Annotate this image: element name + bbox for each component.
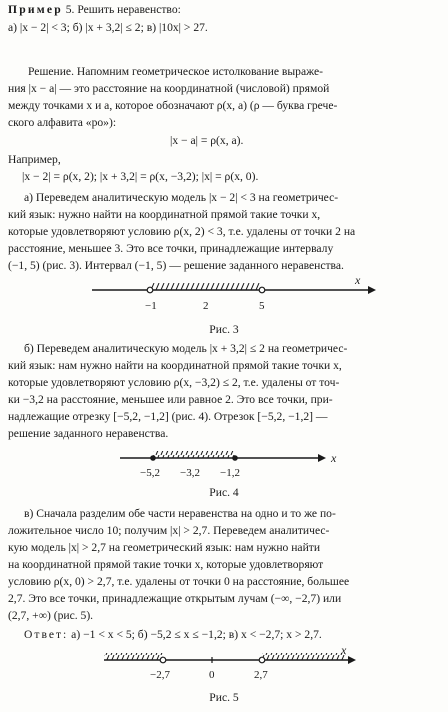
task-list: а) |x − 2| < 3; б) |x + 3,2| ≤ 2; в) |10x| > 27. bbox=[8, 21, 208, 34]
part-b-line-4: ки −3,2 на расстояние, меньшее или равное 2. Это все точки, при- bbox=[8, 393, 333, 406]
intro-line-3: между точками x и a, которое обозначают ρ(x, a) (ρ — буква грече- bbox=[8, 99, 338, 112]
axis-arrow bbox=[348, 656, 356, 664]
part-a-line-5: (−1, 5) (рис. 3). Интервал (−1, 5) — решение заданного неравенства. bbox=[8, 259, 344, 272]
part-b-line-1: б) Переведем аналитическую модель |x + 3,2| ≤ 2 на геометричес- bbox=[24, 342, 348, 355]
part-c-line-4: на координатной прямой такие точки x, которые удовлетворяют bbox=[8, 558, 324, 571]
answer-text: а) −1 < x < 5; б) −5,2 ≤ x ≤ −1,2; в) x < −2,7; x > 2,7. bbox=[68, 628, 322, 641]
part-c-line-1: в) Сначала разделим обе части неравенства на одно и то же по- bbox=[24, 507, 336, 520]
tick-label-2: −3,2 bbox=[180, 467, 200, 479]
open-point-right bbox=[259, 657, 265, 663]
figure-4-number-line bbox=[0, 448, 448, 482]
formula-main: |x − a| = ρ(x, a). bbox=[170, 134, 244, 147]
tick-label-3: 5 bbox=[259, 300, 265, 312]
axis-label: x bbox=[355, 276, 361, 287]
figure-4-caption: Рис. 4 bbox=[209, 486, 239, 499]
part-a-line-4: расстояние, меньшее 3. Это все точки, принадлежащие интервалу bbox=[8, 242, 334, 255]
closed-point-left bbox=[150, 455, 156, 461]
example-label: Например, bbox=[8, 153, 61, 166]
tick-label-3: −1,2 bbox=[220, 467, 240, 479]
left-ray-hatching bbox=[104, 653, 163, 660]
part-a-line-2: кий язык: нужно найти на координатной прямой такие точки x, bbox=[8, 208, 321, 221]
example-title: 5. Решить неравенство: bbox=[62, 3, 181, 16]
tick-label-1: −1 bbox=[145, 300, 157, 312]
answer-label: Ответ: bbox=[24, 628, 69, 641]
answer-line bbox=[24, 627, 322, 643]
example-word: Пример bbox=[8, 3, 63, 16]
figure-3-number-line bbox=[0, 276, 448, 318]
part-b-line-6: решение заданного неравенства. bbox=[8, 427, 169, 440]
example-heading bbox=[8, 2, 181, 18]
open-point-right bbox=[259, 287, 265, 293]
part-a-line-1: а) Переведем аналитическую модель |x − 2| < 3 на геометричес- bbox=[24, 191, 339, 204]
part-c-line-5: условию ρ(x, 0) > 2,7, т.е. удалены от точки 0 на расстояние, большее bbox=[8, 575, 350, 588]
open-point-left bbox=[147, 287, 153, 293]
axis-label: x bbox=[331, 451, 337, 465]
tick-label-2: 2 bbox=[203, 300, 209, 312]
part-c-line-7: (2,7, +∞) (рис. 5). bbox=[8, 609, 94, 622]
tick-label-3: 2,7 bbox=[254, 669, 268, 681]
example-formulas: |x − 2| = ρ(x, 2); |x + 3,2| = ρ(x, −3,2); |x| = ρ(x, 0). bbox=[22, 170, 259, 183]
open-point-left bbox=[160, 657, 166, 663]
part-b-line-2: кий язык: нам нужно найти на координатной прямой такие точки x, bbox=[8, 359, 342, 372]
intro-line-2: ния |x − a| — это расстояние на координатной (числовой) прямой bbox=[8, 82, 330, 95]
part-c-line-3: кую модель |x| > 2,7 на геометрический язык: нам нужно найти bbox=[8, 541, 321, 554]
solution-hatching bbox=[150, 283, 262, 290]
intro-line-1: Решение. Напомним геометрическое истолкование выраже- bbox=[28, 65, 323, 78]
figure-5-number-line bbox=[0, 648, 448, 688]
part-c-line-6: 2,7. Это все точки, принадлежащие открытым лучам (−∞, −2,7) или bbox=[8, 592, 342, 605]
axis-arrow bbox=[318, 454, 326, 462]
part-b-line-5: надлежащие отрезку [−5,2, −1,2] (рис. 4). Отрезок [−5,2, −1,2] — bbox=[8, 410, 328, 423]
tick-label-1: −5,2 bbox=[140, 467, 160, 479]
solution-hatching bbox=[153, 451, 235, 458]
closed-point-right bbox=[232, 455, 238, 461]
part-c-line-2: ложительное число 10; получим |x| > 2,7. Переведем аналитичес- bbox=[8, 524, 330, 537]
axis-label: x bbox=[341, 648, 347, 657]
part-b-line-3: которые удовлетворяют условию ρ(x, −3,2) ≤ 2, т.е. удалены от точ- bbox=[8, 376, 340, 389]
tick-label-2: 0 bbox=[209, 669, 215, 681]
intro-line-4: ского алфавита «ро»): bbox=[8, 116, 117, 129]
part-a-line-3: которые удовлетворяют условию ρ(x, 2) < 3, т.е. удалены от точки 2 на bbox=[8, 225, 356, 238]
tick-label-1: −2,7 bbox=[150, 669, 170, 681]
right-ray-hatching bbox=[262, 653, 346, 660]
figure-3-caption: Рис. 3 bbox=[209, 323, 239, 336]
axis-arrow bbox=[368, 286, 376, 294]
figure-5-caption: Рис. 5 bbox=[209, 691, 239, 704]
